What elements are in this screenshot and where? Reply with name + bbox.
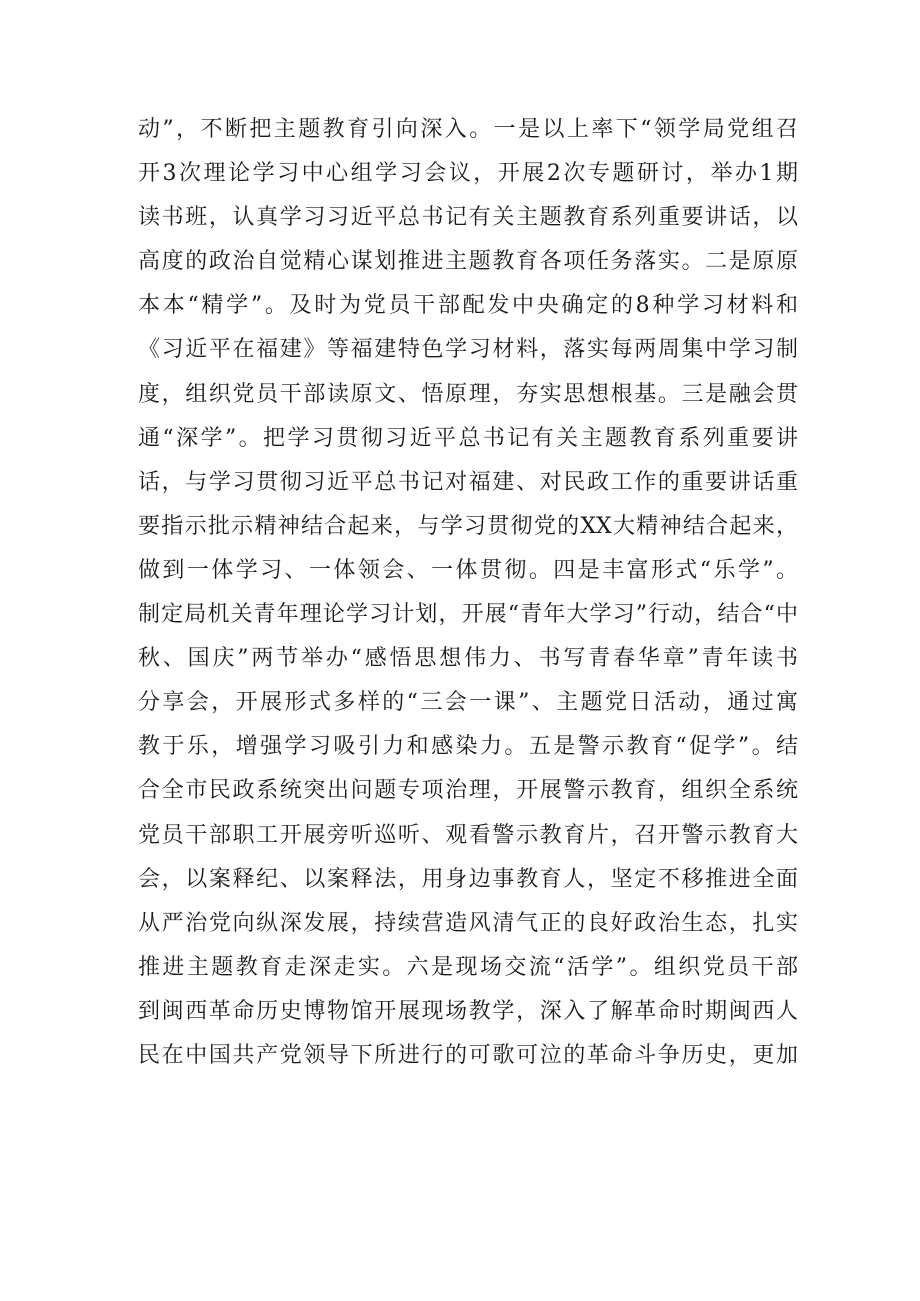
text-line-21: 到闽西革命历史博物馆开展现场教学，深入了解革命时期闽西人 [138,998,798,1024]
text-line-3: 读书班，认真学习习近平总书记有关主题教育系列重要讲话，以 [138,205,798,231]
text-line-6: 《习近平在福建》等福建特色学习材料，落实每两周集中学习制 [138,337,798,363]
text-line-1: 动”，不断把主题教育引向深入。一是以上率下“领学局党组召 [138,117,798,142]
text-line-8: 通“深学”。把学习贯彻习近平总书记有关主题教育系列重要讲 [138,425,798,451]
text-line-5: 本本“精学”。及时为党员干部配发中央确定的8种学习材料和 [138,293,798,319]
text-line-12: 制定局机关青年理论学习计划，开展“青年大学习”行动，结合“中 [138,602,798,628]
text-line-7: 度，组织党员干部读原文、悟原理，夯实思想根基。三是融会贯 [138,381,798,407]
text-line-13: 秋、国庆”两节举办“感悟思想伟力、书写青春华章”青年读书 [138,646,798,672]
text-line-19: 从严治党向纵深发展，持续营造风清气正的良好政治生态，扎实 [138,910,798,936]
body-text [138,108,798,1078]
text-line-16: 合全市民政系统突出问题专项治理，开展警示教育，组织全系统 [138,778,798,804]
text-line-2: 开3次理论学习中心组学习会议，开展2次专题研讨，举办1期 [138,161,798,187]
text-line-15: 教于乐，增强学习吸引力和感染力。五是警示教育“促学”。结 [138,734,798,760]
text-line-17: 党员干部职工开展旁听巡听、观看警示教育片，召开警示教育大 [138,822,798,848]
text-line-4: 高度的政治自觉精心谋划推进主题教育各项任务落实。二是原原 [138,249,798,275]
text-line-14: 分享会，开展形式多样的“三会一课”、主题党日活动，通过寓 [138,690,798,716]
text-line-18: 会，以案释纪、以案释法，用身边事教育人，坚定不移推进全面 [138,866,798,892]
text-line-9: 话，与学习贯彻习近平总书记对福建、对民政工作的重要讲话重 [138,469,798,495]
text-line-10: 要指示批示精神结合起来，与学习贯彻党的XX大精神结合起来， [138,513,798,539]
text-line-11: 做到一体学习、一体领会、一体贯彻。四是丰富形式“乐学”。 [138,557,798,583]
text-line-20: 推进主题教育走深走实。六是现场交流“活学”。组织党员干部 [138,954,798,980]
text-line-22: 民在中国共产党领导下所进行的可歌可泣的革命斗争历史，更加 [138,1042,798,1068]
